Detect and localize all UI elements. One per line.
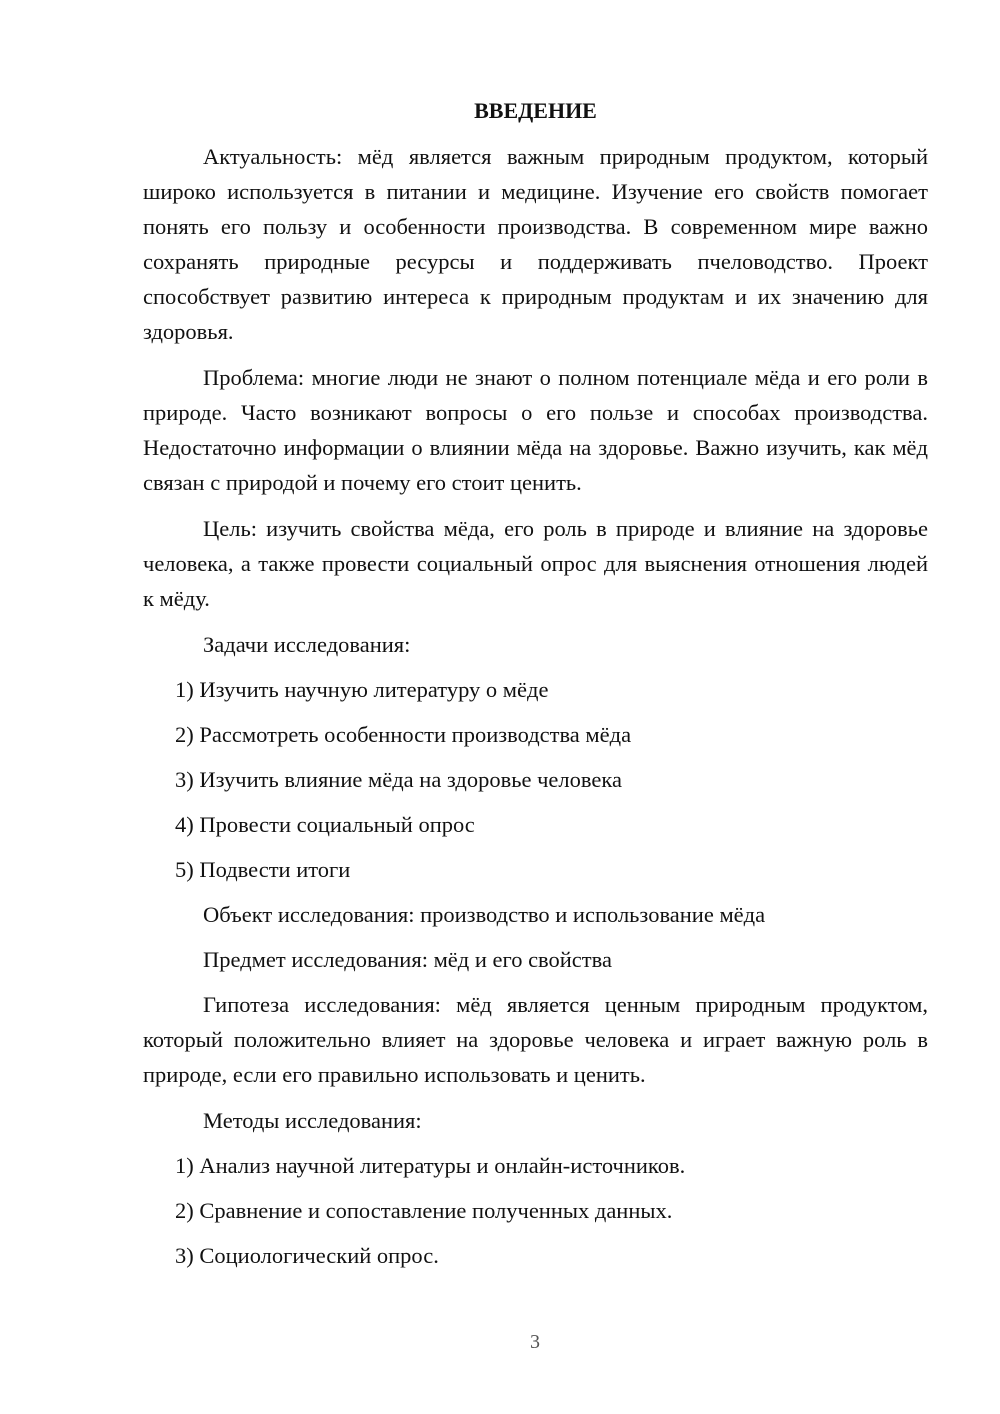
- hypothesis-paragraph: Гипотеза исследования: мёд является ценным природным продуктом, который положительно влияет на здоровье человека и играет важную роль в природе, если его правильно использовать и ценить.: [143, 992, 928, 1087]
- list-item: 1) Изучить научную литературу о мёде: [175, 677, 549, 702]
- tasks-list: [143, 672, 928, 887]
- page-number: 3: [530, 1331, 540, 1353]
- page-title: ВВЕДЕНИЕ: [474, 98, 597, 123]
- problem-paragraph: Проблема: многие люди не знают о полном потенциале мёда и его роли в природе. Часто возникают вопросы о его пользе и способах производства. Недостаточно информации о влиянии мёда на здоровье. Важно изучить, как мёд связан с природой и почему его стоит ценить.: [143, 365, 928, 495]
- tasks-label: Задачи исследования:: [203, 632, 411, 657]
- object-line: Объект исследования: производство и использование мёда: [203, 902, 766, 927]
- list-item: 3) Изучить влияние мёда на здоровье человека: [175, 767, 622, 792]
- list-item: 3) Социологический опрос.: [175, 1243, 439, 1268]
- list-item: 5) Подвести итоги: [175, 857, 351, 882]
- methods-label: Методы исследования:: [203, 1108, 422, 1133]
- list-item: 2) Рассмотреть особенности производства мёда: [175, 722, 632, 747]
- relevance-paragraph: Актуальность: мёд является важным природным продуктом, который широко используется в питании и медицине. Изучение его свойств помогает понять его пользу и особенности производства. В современном мире важно сохранять природные ресурсы и поддерживать пчеловодство. Проект способствует развитию интереса к природным продуктам и их значению для здоровья.: [143, 144, 928, 344]
- list-item: 2) Сравнение и сопоставление полученных данных.: [175, 1198, 673, 1223]
- methods-list: [143, 1148, 928, 1273]
- subject-line: Предмет исследования: мёд и его свойства: [203, 947, 612, 972]
- goal-paragraph: Цель: изучить свойства мёда, его роль в природе и влияние на здоровье человека, а также провести социальный опрос для выяснения отношения людей к мёду.: [143, 516, 928, 611]
- page-content: [143, 96, 928, 1283]
- list-item: 1) Анализ научной литературы и онлайн-источников.: [175, 1153, 686, 1178]
- list-item: 4) Провести социальный опрос: [175, 812, 475, 837]
